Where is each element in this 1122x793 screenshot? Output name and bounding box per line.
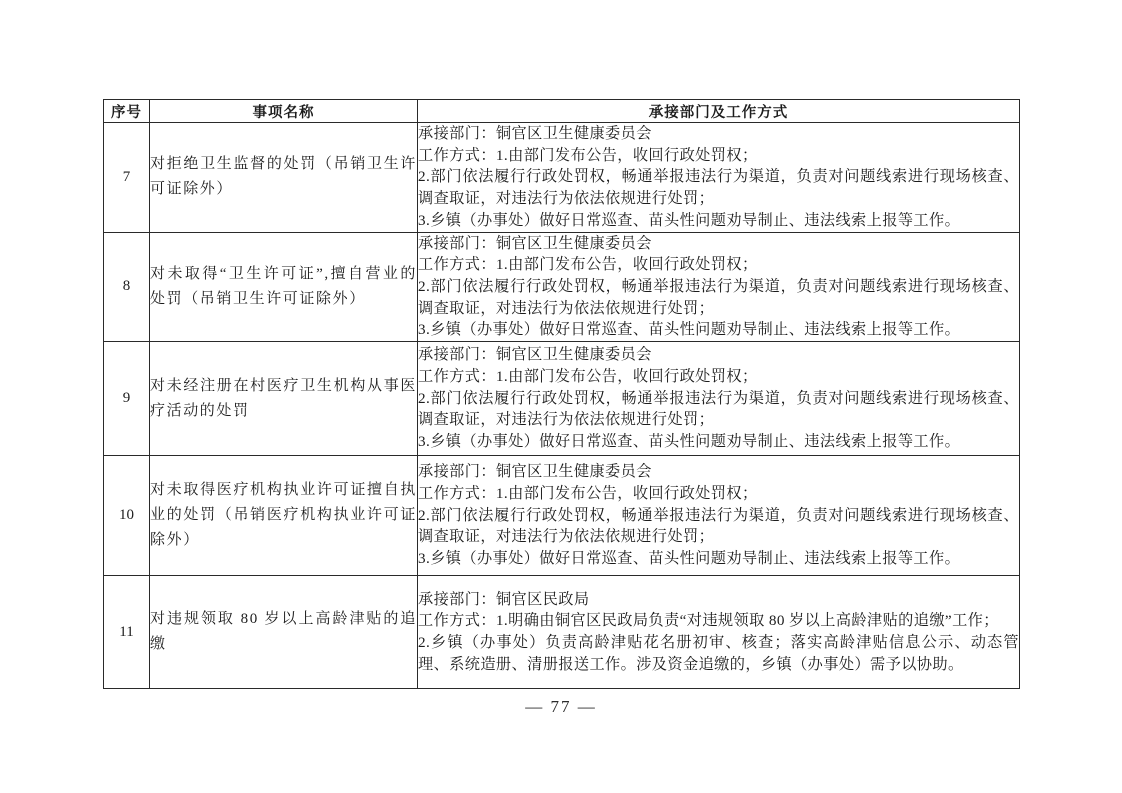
item-name: 对未经注册在村医疗卫生机构从事医疗活动的处罚 bbox=[150, 377, 417, 419]
detail-line: 2.乡镇（办事处）负责高龄津贴花名册初审、核查；落实高龄津贴信息公示、动态管理、系统造册、清册报送工作。涉及资金追缴的，乡镇（办事处）需予以协助。 bbox=[418, 634, 1019, 673]
item-name-cell bbox=[150, 576, 418, 689]
item-name-cell bbox=[150, 456, 418, 576]
item-name: 对违规领取 80 岁以上高龄津贴的追缴 bbox=[150, 611, 417, 653]
table-row bbox=[104, 232, 1020, 342]
detail-line: 承接部门：铜官区卫生健康委员会 bbox=[418, 346, 652, 364]
detail-line: 3.乡镇（办事处）做好日常巡查、苗头性问题劝导制止、违法线索上报等工作。 bbox=[418, 433, 961, 451]
header-serial-number: 序号 bbox=[104, 100, 150, 123]
detail-line: 承接部门：铜官区民政局 bbox=[418, 590, 590, 608]
item-detail-cell bbox=[418, 123, 1020, 233]
detail-line: 3.乡镇（办事处）做好日常巡查、苗头性问题劝导制止、违法线索上报等工作。 bbox=[418, 211, 961, 229]
item-detail-cell bbox=[418, 342, 1020, 456]
row-number: 7 bbox=[104, 123, 150, 233]
item-detail-cell bbox=[418, 232, 1020, 342]
detail-line: 承接部门：铜官区卫生健康委员会 bbox=[418, 234, 652, 252]
item-name: 对未取得“卫生许可证”,擅自营业的处罚（吊销卫生许可证除外） bbox=[150, 265, 417, 307]
detail-line: 2.部门依法履行行政处罚权，畅通举报违法行为渠道，负责对问题线索进行现场核查、调查取证，对违法行为依法依规进行处罚； bbox=[418, 277, 1019, 317]
detail-line: 2.部门依法履行行政处罚权，畅通举报违法行为渠道，负责对问题线索进行现场核查、调查取证，对违法行为依法依规进行处罚； bbox=[418, 389, 1019, 429]
item-detail-cell bbox=[418, 456, 1020, 576]
item-name: 对未取得医疗机构执业许可证擅自执业的处罚（吊销医疗机构执业许可证除外） bbox=[150, 482, 417, 549]
item-name-cell bbox=[150, 342, 418, 456]
page-number: — 77 — bbox=[525, 697, 597, 716]
table-header-row bbox=[104, 100, 1020, 123]
detail-line: 承接部门：铜官区卫生健康委员会 bbox=[418, 125, 652, 142]
item-name-cell bbox=[150, 232, 418, 342]
detail-line: 2.部门依法履行行政处罚权，畅通举报违法行为渠道，负责对问题线索进行现场核查、调查取证，对违法行为依法依规进行处罚； bbox=[418, 506, 1019, 546]
detail-line: 3.乡镇（办事处）做好日常巡查、苗头性问题劝导制止、违法线索上报等工作。 bbox=[418, 550, 961, 568]
item-detail-cell bbox=[418, 576, 1020, 689]
header-department-method: 承接部门及工作方式 bbox=[418, 100, 1020, 123]
item-name-cell bbox=[150, 123, 418, 233]
header-item-name: 事项名称 bbox=[150, 100, 418, 123]
item-name: 对拒绝卫生监督的处罚（吊销卫生许可证除外） bbox=[150, 156, 417, 198]
detail-line: 工作方式：1.由部门发布公告，收回行政处罚权； bbox=[418, 484, 758, 502]
detail-line: 工作方式：1.由部门发布公告，收回行政处罚权； bbox=[418, 146, 758, 164]
detail-line: 工作方式：1.由部门发布公告，收回行政处罚权； bbox=[418, 256, 758, 274]
detail-line: 工作方式：1.明确由铜官区民政局负责“对违规领取 80 岁以上高龄津贴的追缴”工作； bbox=[418, 612, 999, 630]
row-number: 9 bbox=[104, 342, 150, 456]
row-number: 8 bbox=[104, 232, 150, 342]
approval-items-table bbox=[103, 99, 1020, 689]
table-row bbox=[104, 576, 1020, 689]
table-row bbox=[104, 456, 1020, 576]
detail-line: 承接部门：铜官区卫生健康委员会 bbox=[418, 463, 652, 481]
detail-line: 工作方式：1.由部门发布公告，收回行政处罚权； bbox=[418, 367, 758, 385]
table-row bbox=[104, 123, 1020, 233]
detail-line: 3.乡镇（办事处）做好日常巡查、苗头性问题劝导制止、违法线索上报等工作。 bbox=[418, 321, 961, 339]
table-row bbox=[104, 342, 1020, 456]
detail-line: 2.部门依法履行行政处罚权，畅通举报违法行为渠道，负责对问题线索进行现场核查、调查取证，对违法行为依法依规进行处罚； bbox=[418, 168, 1019, 208]
row-number: 10 bbox=[104, 456, 150, 576]
row-number: 11 bbox=[104, 576, 150, 689]
